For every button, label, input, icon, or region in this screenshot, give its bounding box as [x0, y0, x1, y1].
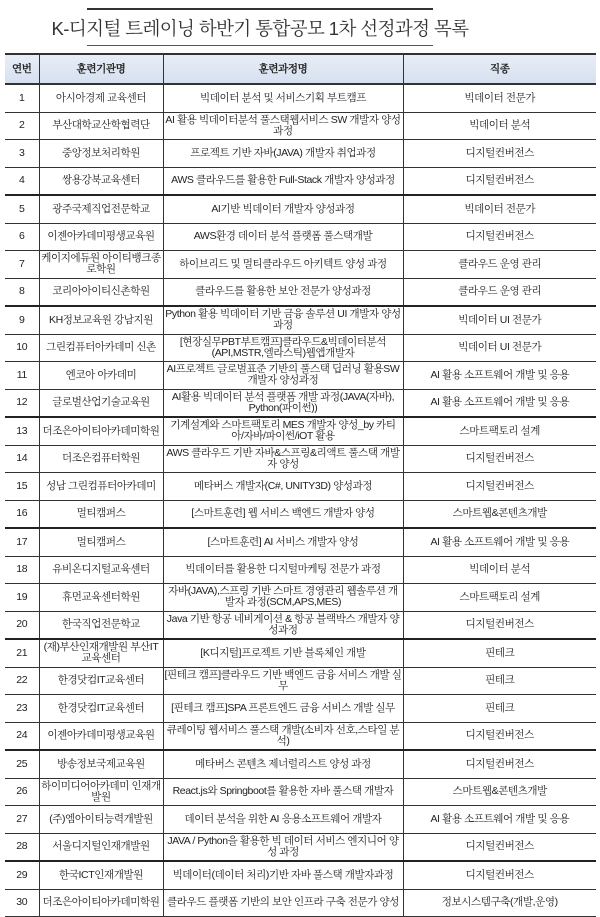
cell-occupation: 핀테크	[403, 667, 596, 695]
cell-institution: 방송정보국제교육원	[39, 750, 163, 778]
table-row	[5, 584, 596, 612]
cell-occupation: 클라우드 운영 관리	[403, 278, 596, 306]
cell-occupation: 디지털컨버전스	[403, 861, 596, 889]
cell-institution: 글로벌산업기술교육원	[39, 389, 163, 417]
cell-course: 클라우드 플랫폼 기반의 보안 인프라 구축 전문가 양성	[163, 889, 403, 917]
cell-number: 27	[5, 806, 39, 834]
table-row	[5, 167, 596, 195]
table-row	[5, 278, 596, 306]
table-row	[5, 389, 596, 417]
cell-institution: 더조은컴퓨터학원	[39, 445, 163, 473]
cell-number: 1	[5, 84, 39, 112]
cell-occupation: 스마트팩토리 설계	[403, 417, 596, 445]
cell-occupation: 클라우드 운영 관리	[403, 251, 596, 279]
table-row	[5, 417, 596, 445]
cell-course: 프로젝트 기반 자바(JAVA) 개발자 취업과정	[163, 140, 403, 168]
cell-institution: 멀티캠퍼스	[39, 528, 163, 556]
cell-course: 자바(JAVA),스프링 기반 스마트 경영관리 웹솔루션 개발자 과정(SCM,APS,MES)	[163, 584, 403, 612]
cell-occupation: 디지털컨버전스	[403, 833, 596, 861]
cell-occupation: 빅데이터 전문가	[403, 84, 596, 112]
cell-number: 17	[5, 528, 39, 556]
table-body	[5, 84, 596, 917]
table-row	[5, 806, 596, 834]
cell-number: 6	[5, 223, 39, 251]
cell-course: 빅데이터를 활용한 디지털마케팅 전문가 과정	[163, 556, 403, 584]
table-row	[5, 445, 596, 473]
cell-number: 26	[5, 778, 39, 806]
cell-institution: 엔코아 아카데미	[39, 362, 163, 390]
cell-number: 24	[5, 722, 39, 750]
table-row	[5, 639, 596, 667]
cell-institution: 이젠아카데미평생교육원	[39, 223, 163, 251]
cell-institution: 더조은아이티아카데미학원	[39, 417, 163, 445]
cell-number: 2	[5, 112, 39, 140]
cell-institution: 아시아경제 교육센터	[39, 84, 163, 112]
cell-institution: (주)엠아이티능력개발원	[39, 806, 163, 834]
page-title: K-디지털 트레이닝 하반기 통합공모 1차 선정과정 목록	[51, 17, 469, 39]
table-row	[5, 556, 596, 584]
cell-institution: (재)부산인재개발원 부산IT교육센터	[39, 639, 163, 667]
cell-occupation: 빅데이터 분석	[403, 556, 596, 584]
cell-course: AI 활용 빅데이터분석 풀스택웹서비스 SW 개발자 양성과정	[163, 112, 403, 140]
cell-number: 5	[5, 195, 39, 223]
cell-occupation: 빅데이터 UI 전문가	[403, 334, 596, 362]
table-row	[5, 695, 596, 723]
cell-institution: 광주국제직업전문학교	[39, 195, 163, 223]
cell-institution: 쌍용강북교육센터	[39, 167, 163, 195]
table-row	[5, 611, 596, 639]
table-row	[5, 140, 596, 168]
table-row	[5, 833, 596, 861]
cell-course: 하이브리드 및 멀티클라우드 아키텍트 양성 과정	[163, 251, 403, 279]
cell-course: [K디지털]프로젝트 기반 블록체인 개발	[163, 639, 403, 667]
cell-number: 3	[5, 140, 39, 168]
cell-course: AI프로젝트 글로벌표준 기반의 풀스택 딥러닝 활용SW 개발자 양성과정	[163, 362, 403, 390]
cell-number: 16	[5, 500, 39, 528]
cell-occupation: 디지털컨버전스	[403, 611, 596, 639]
cell-course: 메타버스 콘텐츠 제너럴리스트 양성 과정	[163, 750, 403, 778]
cell-course: JAVA / Python을 활용한 빅 데이터 서비스 엔지니어 양성 과정	[163, 833, 403, 861]
cell-occupation: 빅데이터 전문가	[403, 195, 596, 223]
cell-number: 10	[5, 334, 39, 362]
cell-course: 큐레이팅 웹서비스 풀스택 개발(소비자 선호,스타일 분석)	[163, 722, 403, 750]
cell-occupation: 디지털컨버전스	[403, 445, 596, 473]
cell-occupation: AI 활용 소프트웨어 개발 및 응용	[403, 528, 596, 556]
cell-course: 클라우드를 활용한 보안 전문가 양성과정	[163, 278, 403, 306]
cell-number: 21	[5, 639, 39, 667]
cell-institution: 하이미디어아카데미 인재개발원	[39, 778, 163, 806]
cell-occupation: 디지털컨버전스	[403, 140, 596, 168]
table-row	[5, 500, 596, 528]
cell-course: 빅데이터 분석 및 서비스기획 부트캠프	[163, 84, 403, 112]
cell-occupation: 디지털컨버전스	[403, 750, 596, 778]
cell-course: AI활용 빅데이터 분석 플랫폼 개발 과정(JAVA(자바), Python(파이썬))	[163, 389, 403, 417]
cell-institution: 멀티캠퍼스	[39, 500, 163, 528]
cell-number: 29	[5, 861, 39, 889]
header-course: 훈련과정명	[163, 54, 403, 84]
cell-number: 23	[5, 695, 39, 723]
cell-institution: 한경닷컴IT교육센터	[39, 695, 163, 723]
table-row	[5, 778, 596, 806]
cell-institution: 중앙정보처리학원	[39, 140, 163, 168]
cell-course: 기계설계와 스마트팩토리 MES 개발자 양성_by 카티아/자바/파이썬/iOT 활용	[163, 417, 403, 445]
cell-course: [스마트훈련] AI 서비스 개발자 양성	[163, 528, 403, 556]
cell-institution: 그린컴퓨터아카데미 신촌	[39, 334, 163, 362]
cell-occupation: AI 활용 소프트웨어 개발 및 응용	[403, 806, 596, 834]
cell-occupation: 디지털컨버전스	[403, 473, 596, 501]
cell-occupation: 정보시스템구축(개발,운영)	[403, 889, 596, 917]
course-table	[5, 53, 596, 917]
cell-number: 7	[5, 251, 39, 279]
header-occupation: 직종	[403, 54, 596, 84]
cell-number: 22	[5, 667, 39, 695]
cell-number: 30	[5, 889, 39, 917]
cell-institution: 케이지에듀원 아이티뱅크종로학원	[39, 251, 163, 279]
cell-course: AI기반 빅데이터 개발자 양성과정	[163, 195, 403, 223]
cell-course: [스마트훈련] 웹 서비스 백엔드 개발자 양성	[163, 500, 403, 528]
table-row	[5, 861, 596, 889]
cell-number: 20	[5, 611, 39, 639]
cell-institution: 한경닷컴IT교육센터	[39, 667, 163, 695]
cell-occupation: 디지털컨버전스	[403, 223, 596, 251]
title-box	[51, 8, 469, 46]
cell-number: 28	[5, 833, 39, 861]
table-header-row	[5, 54, 596, 84]
cell-course: Java 기반 항공 네비게이션 & 항공 블랙박스 개발자 양성과정	[163, 611, 403, 639]
table-row	[5, 195, 596, 223]
cell-course: AWS환경 데이터 분석 플랫폼 풀스택개발	[163, 223, 403, 251]
cell-institution: 더조은아이티아카데미학원	[39, 889, 163, 917]
cell-occupation: 스마트웹&콘텐츠개발	[403, 500, 596, 528]
cell-course: React.js와 Springboot를 활용한 자바 풀스택 개발자	[163, 778, 403, 806]
cell-occupation: 디지털컨버전스	[403, 167, 596, 195]
table-row	[5, 667, 596, 695]
cell-number: 8	[5, 278, 39, 306]
cell-institution: 유비온디지털교육센터	[39, 556, 163, 584]
cell-institution: KH정보교육원 강남지원	[39, 306, 163, 334]
cell-institution: 한국ICT인재개발원	[39, 861, 163, 889]
cell-occupation: 핀테크	[403, 695, 596, 723]
table-row	[5, 473, 596, 501]
table-row	[5, 362, 596, 390]
table-row	[5, 251, 596, 279]
cell-course: 데이터 분석을 위한 AI 응용소프트웨어 개발자	[163, 806, 403, 834]
cell-number: 4	[5, 167, 39, 195]
table-row	[5, 750, 596, 778]
cell-occupation: 핀테크	[403, 639, 596, 667]
cell-number: 12	[5, 389, 39, 417]
cell-number: 15	[5, 473, 39, 501]
cell-number: 18	[5, 556, 39, 584]
cell-institution: 이젠아카데미평생교육원	[39, 722, 163, 750]
cell-occupation: 빅데이터 분석	[403, 112, 596, 140]
cell-institution: 코리아아이티신촌학원	[39, 278, 163, 306]
cell-number: 9	[5, 306, 39, 334]
cell-institution: 서울디지털인재개발원	[39, 833, 163, 861]
cell-course: AWS 클라우드를 활용한 Full-Stack 개발자 양성과정	[163, 167, 403, 195]
cell-institution: 휴먼교육센터학원	[39, 584, 163, 612]
cell-number: 25	[5, 750, 39, 778]
cell-course: 메타버스 개발자(C#, UNITY3D) 양성과정	[163, 473, 403, 501]
table-row	[5, 889, 596, 917]
table-row	[5, 528, 596, 556]
cell-occupation: 디지털컨버전스	[403, 722, 596, 750]
table-row	[5, 334, 596, 362]
cell-institution: 한국직업전문학교	[39, 611, 163, 639]
cell-course: 빅데이터(데이터 처리)기반 자바 풀스택 개발자과정	[163, 861, 403, 889]
cell-course: [현장실무PBT부트캠프]클라우드&빅데이터분석(API,MSTR,엘라스틱)웹앱개발자	[163, 334, 403, 362]
table-row	[5, 306, 596, 334]
cell-number: 14	[5, 445, 39, 473]
table-row	[5, 84, 596, 112]
cell-number: 11	[5, 362, 39, 390]
cell-number: 19	[5, 584, 39, 612]
cell-institution: 부산대학교산학협력단	[39, 112, 163, 140]
table-row	[5, 112, 596, 140]
cell-institution: 성남 그린컴퓨터아카데미	[39, 473, 163, 501]
table-row	[5, 722, 596, 750]
cell-course: [핀테크 캠프]클라우드 기반 백엔드 금융 서비스 개발 실무	[163, 667, 403, 695]
cell-occupation: 빅데이터 UI 전문가	[403, 306, 596, 334]
cell-occupation: 스마트웹&콘텐츠개발	[403, 778, 596, 806]
cell-course: [핀테크 캠프]SPA 프론트엔드 금융 서비스 개발 실무	[163, 695, 403, 723]
header-institution: 훈련기관명	[39, 54, 163, 84]
cell-occupation: 스마트팩토리 설계	[403, 584, 596, 612]
cell-number: 13	[5, 417, 39, 445]
cell-occupation: AI 활용 소프트웨어 개발 및 응용	[403, 362, 596, 390]
cell-course: Python 활용 빅데이터 기반 금융 솔루션 UI 개발자 양성과정	[163, 306, 403, 334]
header-number: 연번	[5, 54, 39, 84]
cell-course: AWS 클라우드 기반 자바&스프링&리액트 풀스택 개발자 양성	[163, 445, 403, 473]
cell-occupation: AI 활용 소프트웨어 개발 및 응용	[403, 389, 596, 417]
table-row	[5, 223, 596, 251]
